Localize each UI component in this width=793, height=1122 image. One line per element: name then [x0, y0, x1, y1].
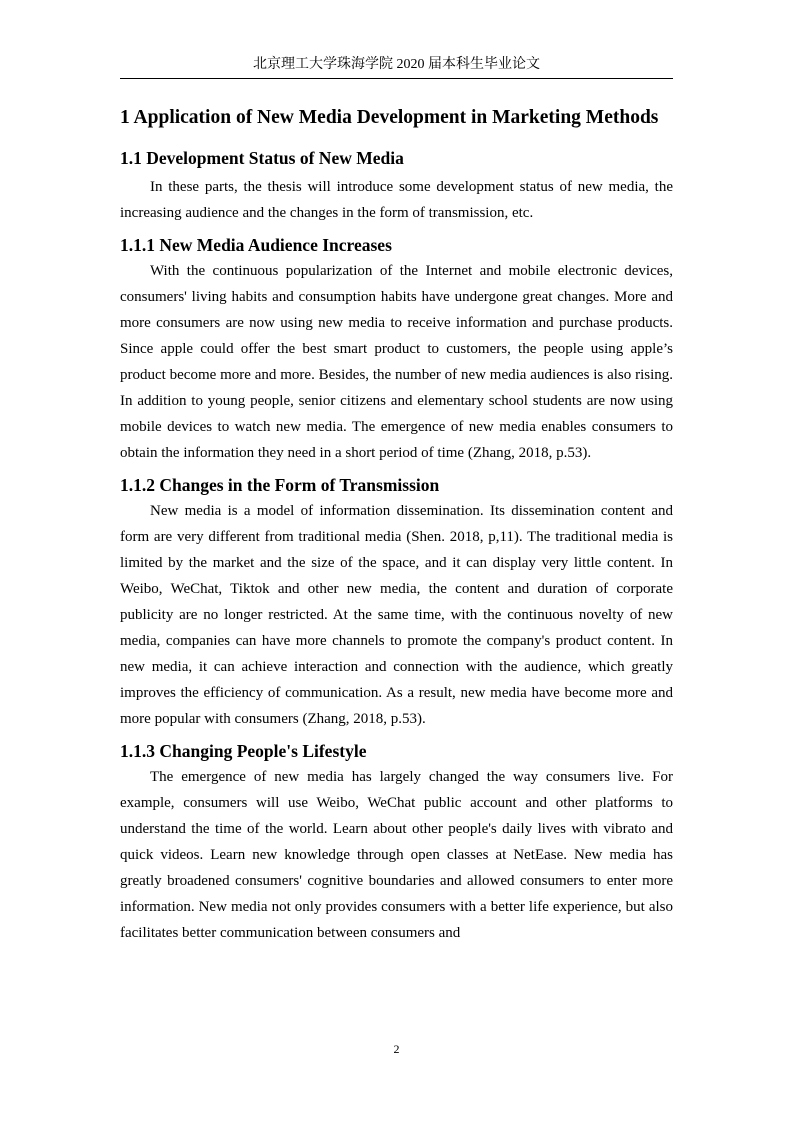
subsection-intro-paragraph: In these parts, the thesis will introduce some development status of new media, the increasing audience and the changes in the form of transmission, etc. — [120, 179, 673, 221]
running-header: 北京理工大学珠海学院 2020 届本科生毕业论文 — [253, 57, 540, 72]
part-paragraph-transmission: New media is a model of information dissemination. Its dissemination content and form are very different from traditional media (Shen. 2018, p,11). The traditional media is limited by the market and the size of the space, and it can display very little content. In Weibo, WeChat, Tiktok and other new media, the content and duration of corporate publicity are no longer restricted. At the same time, with the continuous novelty of new media, companies can have more channels to promote the company's product content. In new media, it can achieve interaction and connection with the audience, which greatly improves the efficiency of communication. As a result, new media have become more and more popular with consumers (Zhang, 2018, p.53). — [120, 503, 673, 727]
part-paragraph-lifestyle: The emergence of new media has largely changed the way consumers live. For example, consumers will use Weibo, WeChat public account and other platforms to understand the time of the world. Learn about other people's daily lives with vibrato and quick videos. Learn new knowledge through open classes at NetEase. New media has greatly broadened consumers' cognitive boundaries and allowed consumers to enter more information. New media not only provides consumers with a better life experience, but also facilitates better communication between consumers and — [120, 769, 673, 941]
part-heading-lifestyle: 1.1.3 Changing People's Lifestyle — [120, 741, 367, 761]
section-heading: 1 Application of New Media Development in Marketing Methods — [120, 107, 659, 128]
subsection-heading: 1.1 Development Status of New Media — [120, 148, 404, 168]
part-heading-transmission: 1.1.2 Changes in the Form of Transmission — [120, 475, 440, 495]
part-paragraph-audience: With the continuous popularization of the Internet and mobile electronic devices, consumers' living habits and consumption habits have undergone great changes. More and more consumers are now using new media to receive information and purchase products. Since apple could offer the best smart product to customers, the people using apple’s product become more and more. Besides, the number of new media audiences is also rising. In addition to young people, senior citizens and elementary school students are now using mobile devices to watch new media. The emergence of new media enables consumers to obtain the information they need in a short period of time (Zhang, 2018, p.53). — [120, 263, 673, 461]
page-body — [120, 100, 673, 946]
header-divider — [120, 78, 673, 79]
part-heading-audience: 1.1.1 New Media Audience Increases — [120, 235, 392, 255]
page-number: 2 — [393, 1042, 400, 1056]
